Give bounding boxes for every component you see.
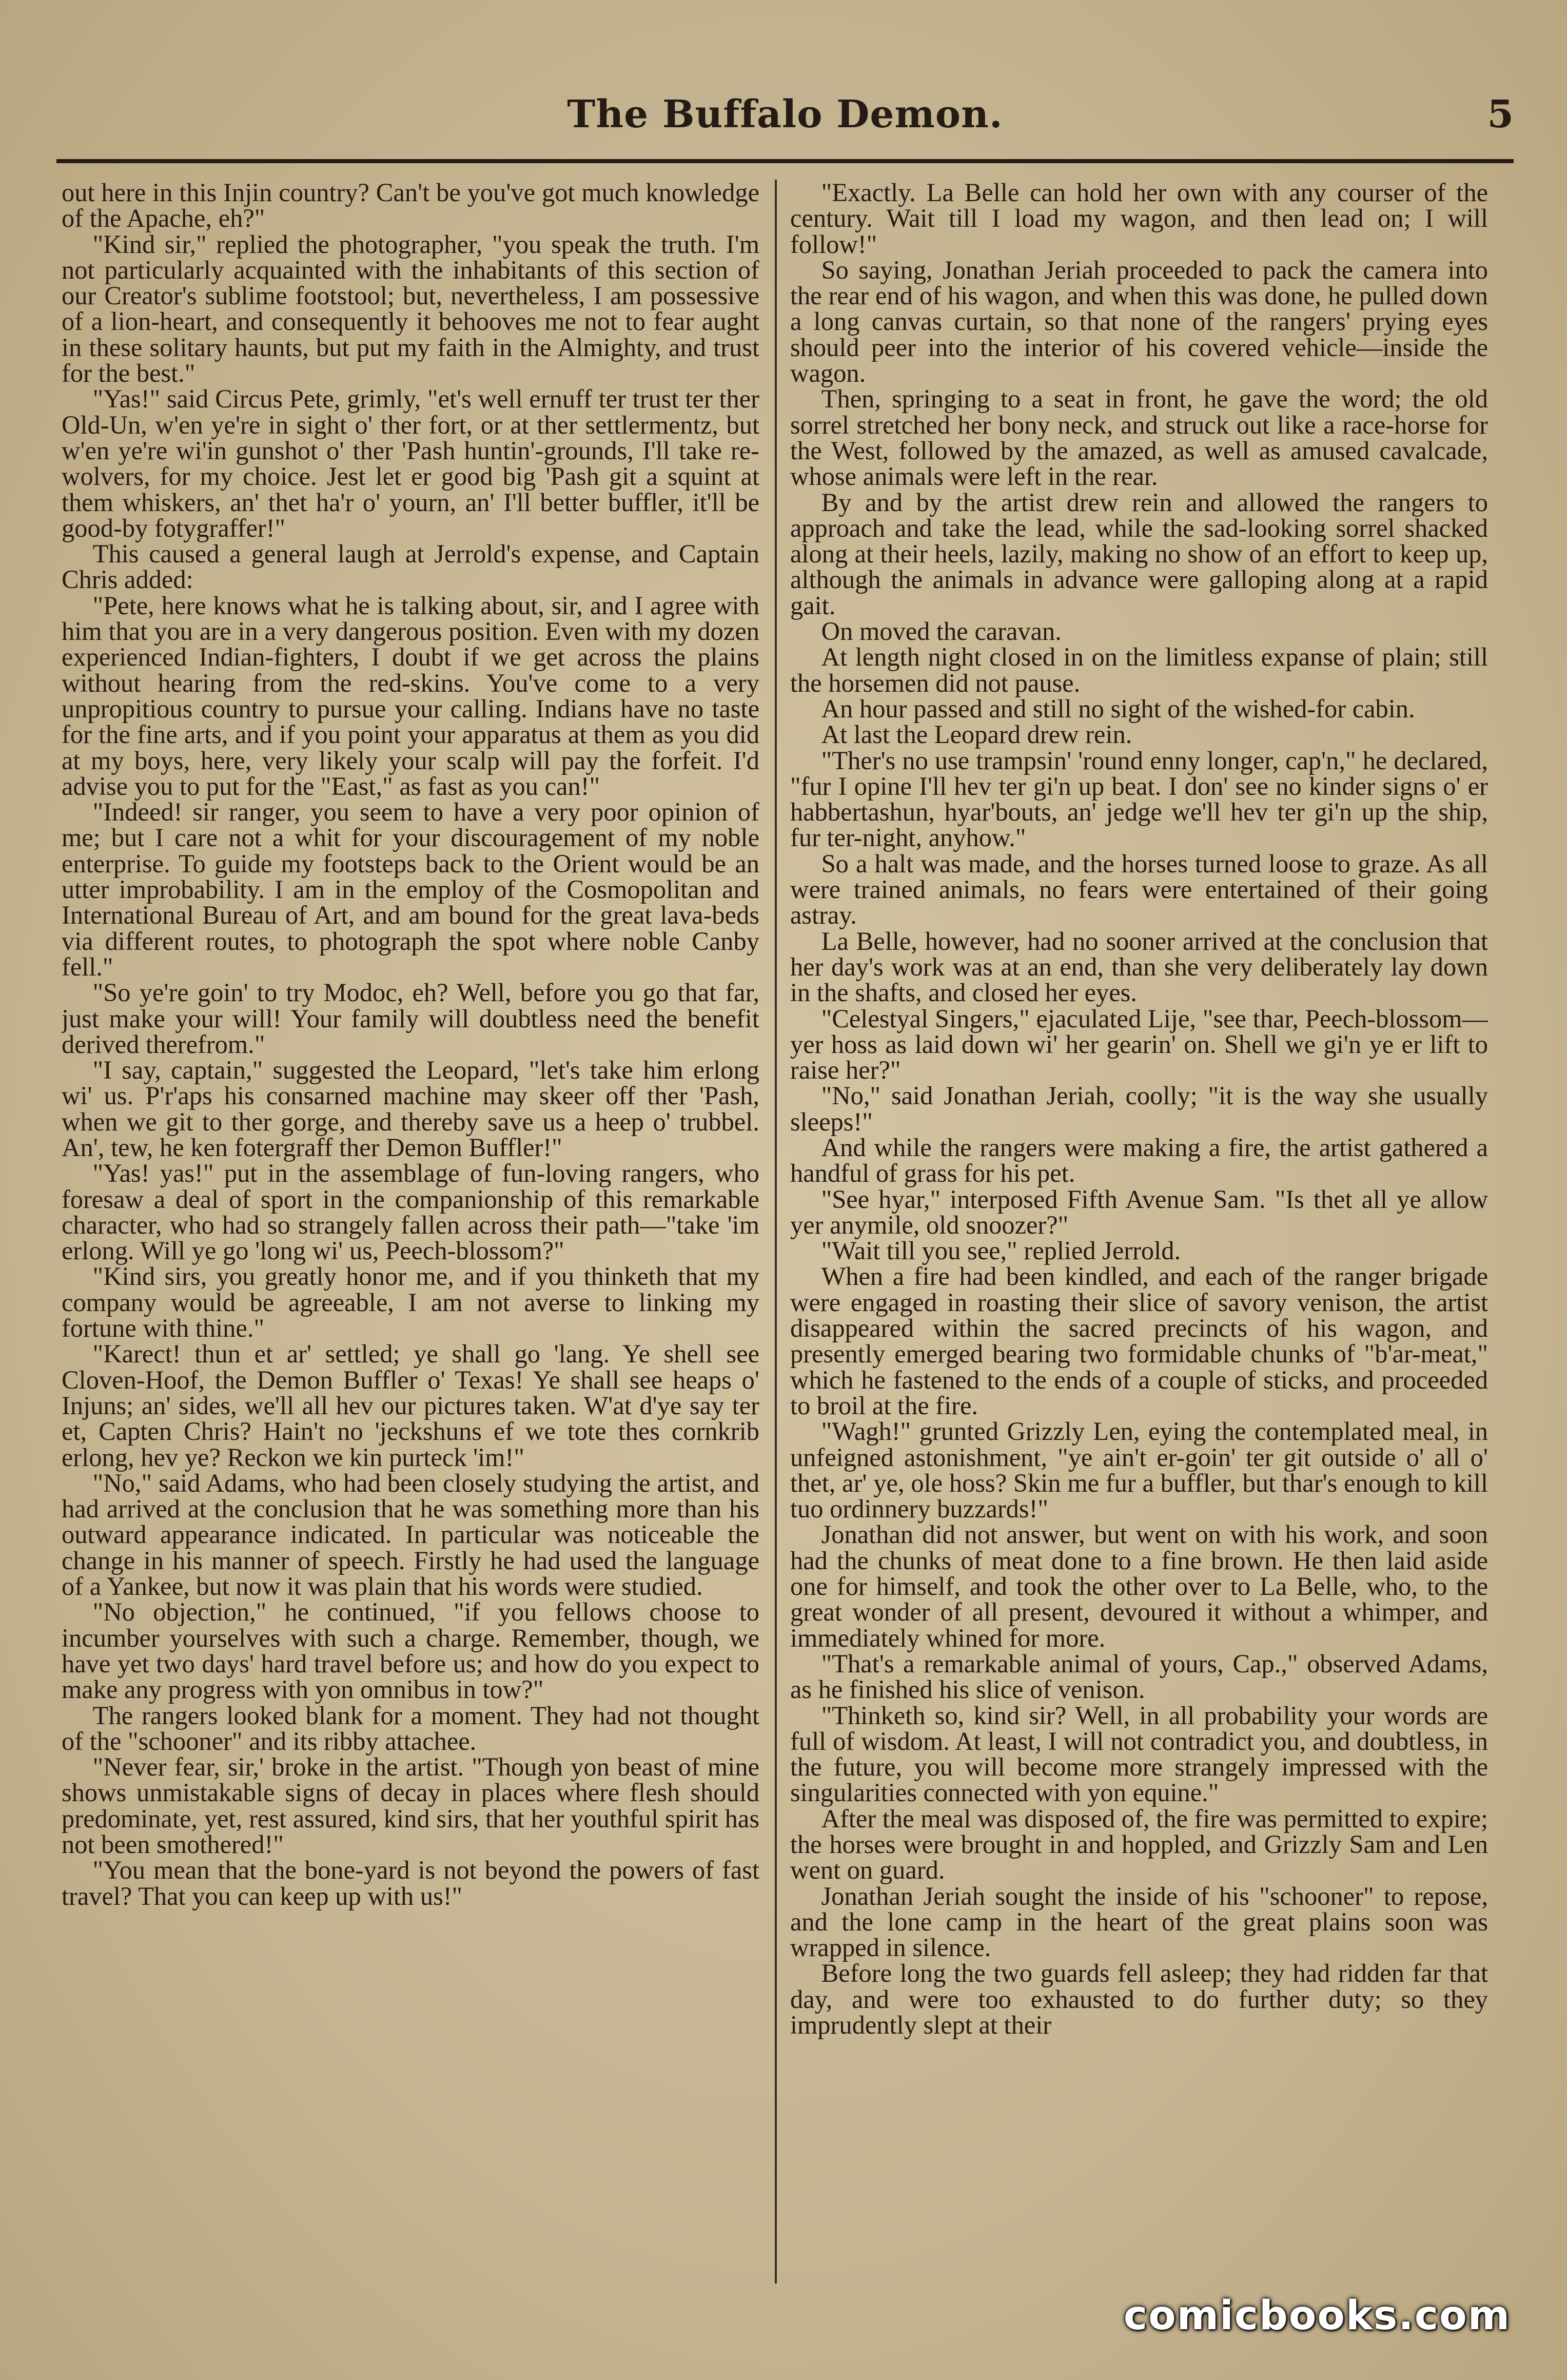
paragraph: "Pete, here knows what he is talking about, sir, and I agree with him that you are in a very dangerous position. Even with my dozen experienced Indian-fighters, I doubt if we get across the plains without hearing from the red-skins. You've come to a very unpropitious country to pursue your calling. Indians have no taste for the fine arts, and if you point your apparatus at them as you did at my boys, here, very likely your scalp will pay the forfeit. I'd advise you to put for the "East," as fast as you can!": [62, 591, 759, 801]
page-header: [56, 82, 1514, 154]
running-title: The Buffalo Demon.: [567, 92, 1003, 136]
paragraph: Jonathan Jeriah sought the inside of his "schooner" to repose, and the lone camp in the heart of the great plains soon was wrapped in silence.: [790, 1881, 1488, 1962]
paragraph: "Wait till you see," replied Jerrold.: [821, 1236, 1181, 1265]
paragraph: "Wagh!" grunted Grizzly Len, eying the contemplated meal, in unfeigned astonishment, "ye ain't er-goin' ter git outside o' all o' thet, ar' ye, ole hoss? Skin me fur a buffler, but thar's enough to kill tuo ordinnery buzzards!": [790, 1417, 1488, 1524]
paragraph: When a fire had been kindled, and each of the ranger brigade were engaged in roasting their slice of savory venison, the artist disappeared within the sacred precincts of his wagon, and presently emerged bearing two formidable chunks of "b'ar-meat," which he fastened to the ends of a couple of sticks, and proceeded to broil at the fire.: [790, 1262, 1488, 1420]
paragraph: "No," said Adams, who had been closely studying the artist, and had arrived at the conclusion that he was something more than his outward appearance indicated. In particular was noticeable the change in his manner of speech. Firstly he had used the language of a Yankee, but now it was plain that his words were studied.: [62, 1468, 759, 1601]
paragraph: "No," said Jonathan Jeriah, coolly; "it is the way she usually sleeps!": [790, 1081, 1488, 1136]
paragraph: At length night closed in on the limitless expanse of plain; still the horsemen did not pause.: [790, 642, 1488, 697]
paragraph: By and by the artist drew rein and allowed the rangers to approach and take the lead, while the sad-looking sorrel shacked along at their heels, lazily, making no show of an effort to keep up, although the animals in advance were galloping along at a rapid gait.: [790, 487, 1488, 620]
paragraph: At last the Leopard drew rein.: [821, 720, 1132, 749]
column-divider: [775, 180, 777, 2284]
paragraph: "I say, captain," suggested the Leopard, "let's take him erlong wi' us. P'r'aps his consarned machine may skeer off ther 'Pash, when we git to ther gorge, and thereby save us a heep o' trubbel. An', tew, he ken fotergraff ther Demon Buffler!": [62, 1056, 759, 1162]
paragraph: "Never fear, sir,' broke in the artist. "Though yon beast of mine shows unmistakable signs of decay in places where flesh should predominate, yet, rest assured, kind sirs, that her youthful spirit has not been smothered!": [62, 1752, 759, 1859]
paragraph: "Thinketh so, kind sir? Well, in all probability your words are full of wisdom. At least, I will not contradict you, and doubtless, in the future, you will become more strangely impressed with the singularities connected with yon equine.": [790, 1701, 1488, 1807]
paragraph: "Yas!" said Circus Pete, grimly, "et's well ernuff ter trust ter ther Old-Un, w'en ye're in sight o' ther fort, or at ther settlermentz, but w'en ye're wi'in gunshot o' ther 'Pash huntin'-grounds, I'll take re-wolvers, for my choice. Jest let er good big 'Pash git a squint at them whiskers, an' thet ha'r o' yourn, an' I'll better buffler, it'll be good-by fotygraffer!": [62, 384, 759, 542]
page-number: 5: [1487, 92, 1514, 136]
paragraph: After the meal was disposed of, the fire was permitted to expire; the horses were brought in and hoppled, and Grizzly Sam and Len went on guard.: [790, 1804, 1488, 1885]
right-column: [790, 180, 1488, 2284]
paragraph: "So ye're goin' to try Modoc, eh? Well, before you go that far, just make your will! Your family will doubtless need the benefit derived therefrom.": [62, 978, 759, 1059]
paragraph: So a halt was made, and the horses turned loose to graze. As all were trained animals, no fears were entertained of their going astray.: [790, 849, 1488, 930]
paragraph: This caused a general laugh at Jerrold's expense, and Captain Chris added:: [62, 539, 759, 594]
text-columns: [62, 180, 1514, 2284]
paragraph: "You mean that the bone-yard is not beyond the powers of fast travel? That you can keep up with us!": [62, 1856, 759, 1910]
paragraph: Jonathan did not answer, but went on with his work, and soon had the chunks of meat done to a fine brown. He then laid aside one for himself, and took the other over to La Belle, who, to the great wonder of all present, devoured it without a whimper, and immediately whined for more.: [790, 1520, 1488, 1652]
paragraph: "Exactly. La Belle can hold her own with any courser of the century. Wait till I load my wagon, and then lead on; I will follow!": [790, 180, 1488, 259]
paragraph: "Kind sir," replied the photographer, "you speak the truth. I'm not particularly acquainted with the inhabitants of this section of our Creator's sublime footstool; but, nevertheless, I am possessive of a lion-heart, and consequently it behooves me not to fear aught in these solitary haunts, but put my faith in the Almighty, and trust for the best.": [62, 229, 759, 388]
paragraph: La Belle, however, had no sooner arrived at the conclusion that her day's work was at an end, than she very deliberately lay down in the shafts, and closed her eyes.: [790, 926, 1488, 1007]
paragraph: Then, springing to a seat in front, he gave the word; the old sorrel stretched her bony neck, and struck out like a race-horse for the West, followed by the amazed, as well as amused cavalcade, whose animals were left in the rear.: [790, 384, 1488, 491]
paragraph: Before long the two guards fell asleep; they had ridden far that day, and were too exhausted to do further duty; so they imprudently slept at their: [790, 1959, 1488, 2040]
paragraph: "Karect! thun et ar' settled; ye shall go 'lang. Ye shell see Cloven-Hoof, the Demon Buffler o' Texas! Ye shall see heaps o' Injuns; an' sides, we'll all hev our pictures taken. W'at d'ye say ter et, Capten Chris? Hain't no 'jeckshuns ef we tote thes cornkrib erlong, hev ye? Reckon we kin purteck 'im!": [62, 1339, 759, 1472]
paragraph: "Ther's no use trampsin' 'round enny longer, cap'n," he declared, "fur I opine I'll hev ter gi'n up beat. I don' see no kinder signs o' er habbertashun, hyar'bouts, an' jedge we'll hev ter gi'n up the ship, fur ter-night, anyhow.": [790, 746, 1488, 852]
paragraph: An hour passed and still no sight of the wished-for cabin.: [821, 694, 1415, 723]
paragraph: "Indeed! sir ranger, you seem to have a very poor opinion of me; but I care not a whit for your discouragement of my noble enterprise. To guide my footsteps back to the Orient would be an utter improbability. I am in the employ of the Cosmopolitan and International Bureau of Art, and am bound for the great lava-beds via different routes, to photograph the spot where noble Canby fell.": [62, 797, 759, 981]
paragraph: So saying, Jonathan Jeriah proceeded to pack the camera into the rear end of his wagon, and when this was done, he pulled down a long canvas curtain, so that none of the rangers' prying eyes should peer into the interior of his covered vehicle—inside the wagon.: [790, 255, 1488, 388]
paragraph: "Kind sirs, you greatly honor me, and if you thinketh that my company would be agreeable, I am not averse to linking my fortune with thine.": [62, 1262, 759, 1343]
left-column: [62, 180, 759, 2284]
paragraph: "That's a remarkable animal of yours, Cap.," observed Adams, as he finished his slice of venison.: [790, 1649, 1488, 1704]
paragraph: The rangers looked blank for a moment. They had not thought of the "schooner" and its ribby attachee.: [62, 1701, 759, 1755]
header-rule: [56, 159, 1514, 163]
paragraph: out here in this Injin country? Can't be you've got much knowledge of the Apache, eh?": [62, 180, 759, 233]
paragraph: "Yas! yas!" put in the assemblage of fun-loving rangers, who foresaw a deal of sport in the companionship of this remarkable character, who had so strangely fallen across their path—"take 'im erlong. Will ye go 'long wi' us, Peech-blossom?": [62, 1159, 759, 1265]
paragraph: On moved the caravan.: [821, 617, 1062, 646]
paragraph: "See hyar," interposed Fifth Avenue Sam. "Is thet all ye allow yer anymile, old snoozer?": [790, 1184, 1488, 1239]
paragraph: "No objection," he continued, "if you fellows choose to incumber yourselves with such a charge. Remember, though, we have yet two days' hard travel before us; and how do you expect to make any progress with yon omnibus in tow?": [62, 1597, 759, 1704]
paragraph: "Celestyal Singers," ejaculated Lije, "see thar, Peech-blossom—yer hoss as laid down wi' her gearin' on. Shell we gi'n ye er lift to raise her?": [790, 1004, 1488, 1085]
source-watermark: comicbooks.com: [1123, 2293, 1511, 2339]
paragraph: And while the rangers were making a fire, the artist gathered a handful of grass for his pet.: [790, 1133, 1488, 1188]
